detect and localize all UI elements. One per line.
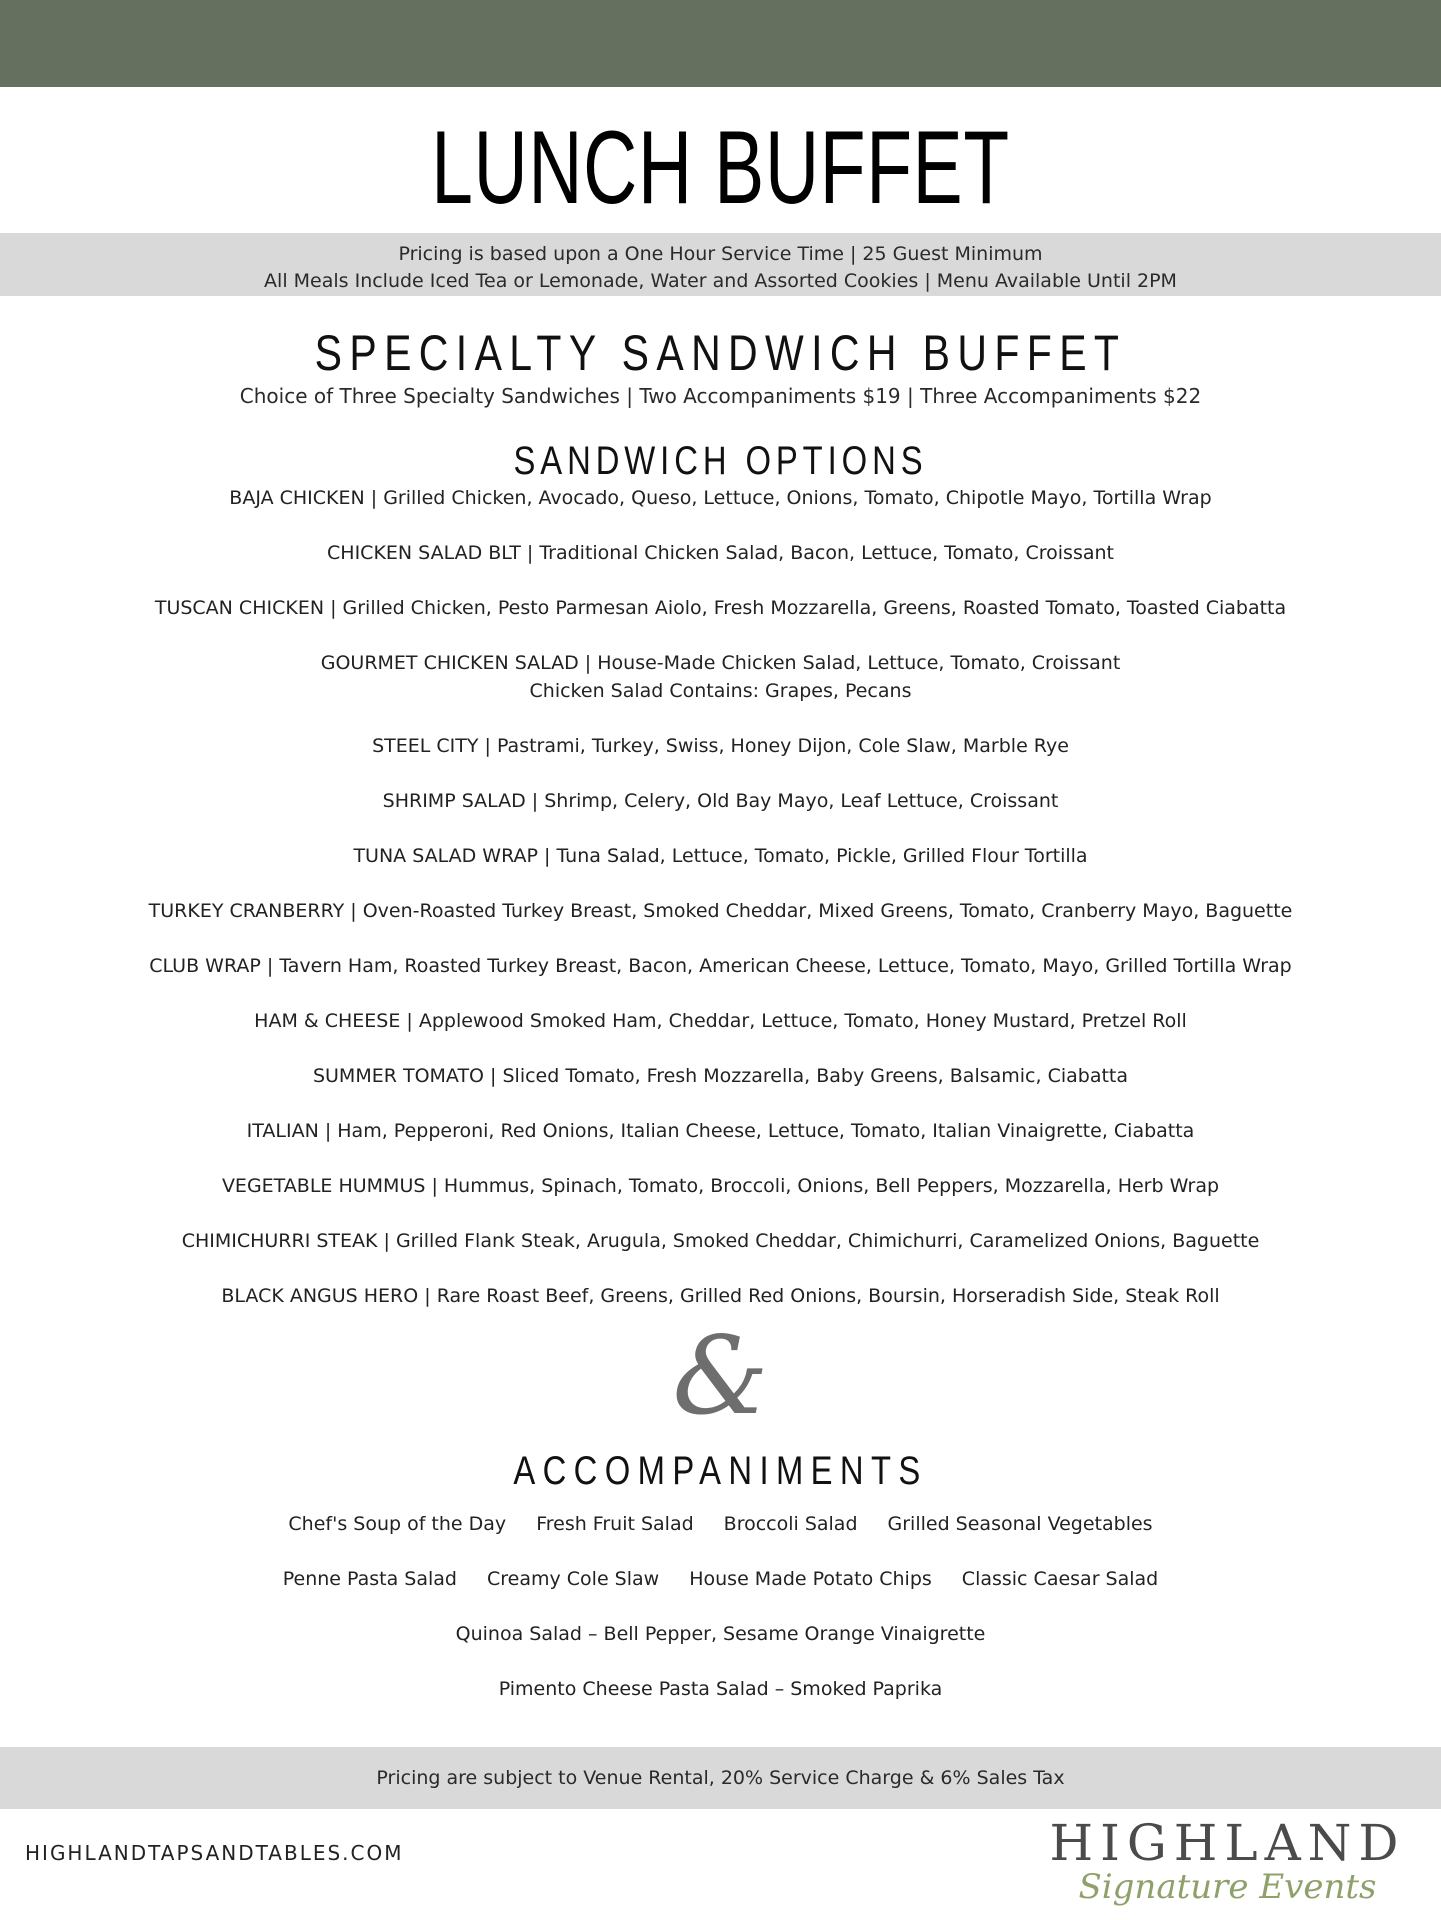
specialty-pricing-subtitle: Choice of Three Specialty Sandwiches | Two Accompaniments $19 | Three Accompaniments $22 bbox=[239, 384, 1202, 408]
accompaniment-item: Penne Pasta Salad bbox=[282, 1568, 457, 1590]
accompaniment-item: Chef's Soup of the Day bbox=[288, 1513, 507, 1535]
sandwich-item: TUSCAN CHICKEN | Grilled Chicken, Pesto Parmesan Aiolo, Fresh Mozzarella, Greens, Roasted Tomato, Toasted Ciabatta bbox=[154, 597, 1287, 619]
accompaniments-row-4 bbox=[0, 1676, 1441, 1702]
sandwich-item: GOURMET CHICKEN SALAD | House-Made Chicken Salad, Lettuce, Tomato, Croissant bbox=[320, 652, 1121, 674]
sandwich-item: BLACK ANGUS HERO | Rare Roast Beef, Greens, Grilled Red Onions, Boursin, Horseradish Side, Steak Roll bbox=[221, 1285, 1220, 1307]
sandwich-item: ITALIAN | Ham, Pepperoni, Red Onions, Italian Cheese, Lettuce, Tomato, Italian Vinaigrette, Ciabatta bbox=[246, 1120, 1195, 1142]
sandwich-item: BAJA CHICKEN | Grilled Chicken, Avocado, Queso, Lettuce, Onions, Tomato, Chipotle Mayo, Tortilla Wrap bbox=[229, 487, 1212, 509]
sandwich-options-title: SANDWICH OPTIONS bbox=[513, 439, 928, 483]
sandwich-item: SHRIMP SALAD | Shrimp, Celery, Old Bay Mayo, Leaf Lettuce, Croissant bbox=[382, 790, 1059, 812]
pricing-info-line-2: All Meals Include Iced Tea or Lemonade, Water and Assorted Cookies | Menu Available Until 2PM bbox=[264, 270, 1177, 292]
sandwich-item: SUMMER TOMATO | Sliced Tomato, Fresh Mozzarella, Baby Greens, Balsamic, Ciabatta bbox=[312, 1065, 1129, 1087]
sandwich-item: VEGETABLE HUMMUS | Hummus, Spinach, Tomato, Broccoli, Onions, Bell Peppers, Mozzarella, Herb Wrap bbox=[221, 1175, 1220, 1197]
logo-wordmark: HIGHLAND bbox=[1049, 1814, 1406, 1872]
accompaniment-item: Broccoli Salad bbox=[723, 1513, 858, 1535]
ampersand-divider: & bbox=[672, 1314, 769, 1439]
accompaniment-item: Quinoa Salad – Bell Pepper, Sesame Orange Vinaigrette bbox=[455, 1623, 986, 1645]
accompaniment-item: Grilled Seasonal Vegetables bbox=[887, 1513, 1153, 1535]
logo-script-tagline: Signature Events bbox=[1078, 1867, 1377, 1907]
accompaniment-item: Pimento Cheese Pasta Salad – Smoked Paprika bbox=[498, 1678, 943, 1700]
pricing-info-band bbox=[0, 233, 1441, 296]
sandwich-item: STEEL CITY | Pastrami, Turkey, Swiss, Honey Dijon, Cole Slaw, Marble Rye bbox=[372, 735, 1069, 757]
pricing-info-line-1: Pricing is based upon a One Hour Service Time | 25 Guest Minimum bbox=[398, 243, 1043, 265]
accompaniments-row-1 bbox=[0, 1511, 1441, 1537]
accompaniments-title: ACCOMPANIMENTS bbox=[513, 1449, 928, 1493]
pricing-notice: Pricing are subject to Venue Rental, 20% Service Charge & 6% Sales Tax bbox=[376, 1767, 1065, 1789]
accompaniments-row-2 bbox=[0, 1566, 1441, 1592]
highland-logo bbox=[1030, 1815, 1425, 1915]
website-url: HIGHLANDTAPSANDTABLES.COM bbox=[25, 1841, 404, 1865]
sandwich-item: TUNA SALAD WRAP | Tuna Salad, Lettuce, Tomato, Pickle, Grilled Flour Tortilla bbox=[353, 845, 1088, 867]
accompaniment-item: House Made Potato Chips bbox=[689, 1568, 932, 1590]
top-color-band bbox=[0, 0, 1441, 87]
sandwich-item: CHICKEN SALAD BLT | Traditional Chicken Salad, Bacon, Lettuce, Tomato, Croissant bbox=[327, 542, 1114, 564]
sandwich-item: HAM & CHEESE | Applewood Smoked Ham, Cheddar, Lettuce, Tomato, Honey Mustard, Pretzel Roll bbox=[254, 1010, 1187, 1032]
pricing-notice-band bbox=[0, 1747, 1441, 1809]
sandwich-item: CHIMICHURRI STEAK | Grilled Flank Steak, Arugula, Smoked Cheddar, Chimichurri, Caramelized Onions, Baguette bbox=[181, 1230, 1260, 1252]
sandwich-item: TURKEY CRANBERRY | Oven-Roasted Turkey Breast, Smoked Cheddar, Mixed Greens, Tomato, Cranberry Mayo, Baguette bbox=[148, 900, 1293, 922]
sandwich-item: CLUB WRAP | Tavern Ham, Roasted Turkey Breast, Bacon, American Cheese, Lettuce, Tomato, Mayo, Grilled Tortilla Wrap bbox=[149, 955, 1292, 977]
specialty-section-title: SPECIALTY SANDWICH BUFFET bbox=[314, 325, 1127, 381]
page-title: LUNCH BUFFET bbox=[431, 110, 1010, 226]
accompaniment-item: Creamy Cole Slaw bbox=[487, 1568, 660, 1590]
accompaniment-item: Classic Caesar Salad bbox=[961, 1568, 1159, 1590]
accompaniment-item: Fresh Fruit Salad bbox=[536, 1513, 694, 1535]
gourmet-allergen-note: Chicken Salad Contains: Grapes, Pecans bbox=[529, 680, 912, 702]
accompaniments-row-3 bbox=[0, 1621, 1441, 1647]
